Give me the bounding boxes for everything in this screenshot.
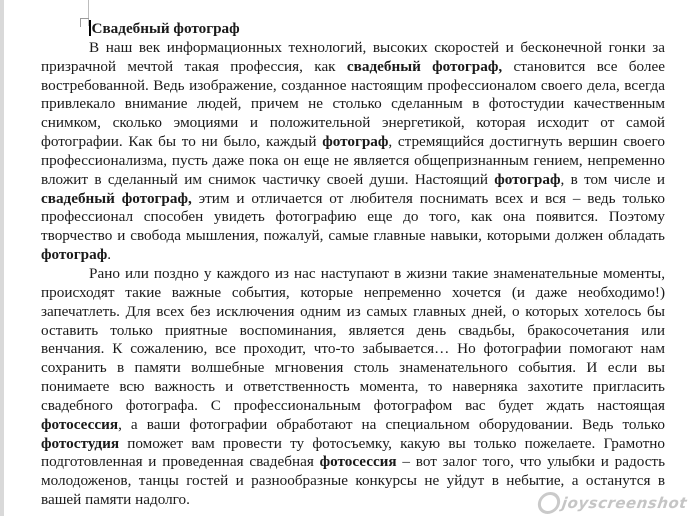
text-run: , а ваши фотографии обработают на специальном оборудовании. Ведь только — [118, 415, 665, 433]
text-run: В наш век информационных технологий, высоких скоростей и бесконечной гонки за призрачной мечтой такая профессия, как — [41, 38, 665, 75]
text-run: , стремящийся достигнуть вершин своего профессионализма, пусть даже пока он еще не является общепризнанным гением, непременно вложит в сделанный им снимок частичку своей души. Настоящий — [41, 133, 665, 188]
camera-lens-icon — [536, 492, 561, 514]
text-run: , в том числе и — [560, 170, 665, 188]
page-left-edge — [0, 0, 4, 516]
paragraph-1 — [41, 39, 665, 265]
bold-keyword: свадебный фотограф, — [41, 189, 192, 207]
bold-keyword: фотосессия — [319, 453, 397, 471]
text-run: поможет вам провести ту фотосъемку, какую вы только пожелаете. Грамотно подготовленная и проведенная свадебная — [41, 434, 665, 471]
watermark — [536, 492, 688, 514]
paragraph-2 — [41, 265, 665, 510]
title-text: Свадебный фотограф — [91, 20, 240, 37]
text-run: становится все более востребованной. Ведь изображение, созданное настоящим профессионалом своего дела, всегда привлекало внимание людей, причем не столько сделанным в фотостудии качественным снимком, сколько эмоциями и положительной энергетикой, которая исходит от самой фотографии. Как бы то ни было, каждый — [41, 57, 665, 151]
text-run: . — [107, 246, 111, 264]
document-body[interactable] — [41, 20, 665, 510]
text-cursor — [89, 20, 91, 36]
document-title — [41, 20, 665, 39]
bold-keyword: фотограф — [322, 133, 389, 151]
watermark-text: joyscreenshot — [560, 494, 689, 512]
text-run: – вот залог того, что улыбки и радость молодоженов, танцы гостей и разнообразные конкурсы не уйдут в небытие, а останутся в вашей памяти надолго. — [41, 453, 665, 509]
bold-keyword: фотограф — [494, 170, 561, 188]
text-run: Рано или поздно у каждого из нас наступают в жизни такие знаменательные моменты, происходят такие важные события, которые непременно хочется (и даже необходимо!) запечатлеть. Для всех без исключения одним из самых главных дней, о которых хотелось бы оставить только приятные воспоминания, является день свадьбы, бракосочетания или венчания. К сожалению, все проходит, что-то забывается… Но фотографии помогают нам сохранить в памяти волшебные мгновения столь знаменательного события. И если вы понимаете всю важность и ответственность момента, то наверняка захотите пригласить свадебного фотографа. С профессиональным фотографом вас будет ждать настоящая — [41, 264, 665, 414]
bold-keyword: фотосессия — [41, 415, 119, 433]
text-run: этим и отличается от любителя поснимать всех и вся – ведь только профессионал способен увидеть фотографию еще до того, как она появится. Поэтому творчество и свобода мышления, пожалуй, самые главные навыки, которыми должен обладать — [41, 189, 665, 245]
bold-keyword: фотограф — [41, 246, 108, 264]
bold-keyword: свадебный фотограф, — [346, 57, 503, 75]
bold-keyword: фотостудия — [41, 434, 120, 452]
